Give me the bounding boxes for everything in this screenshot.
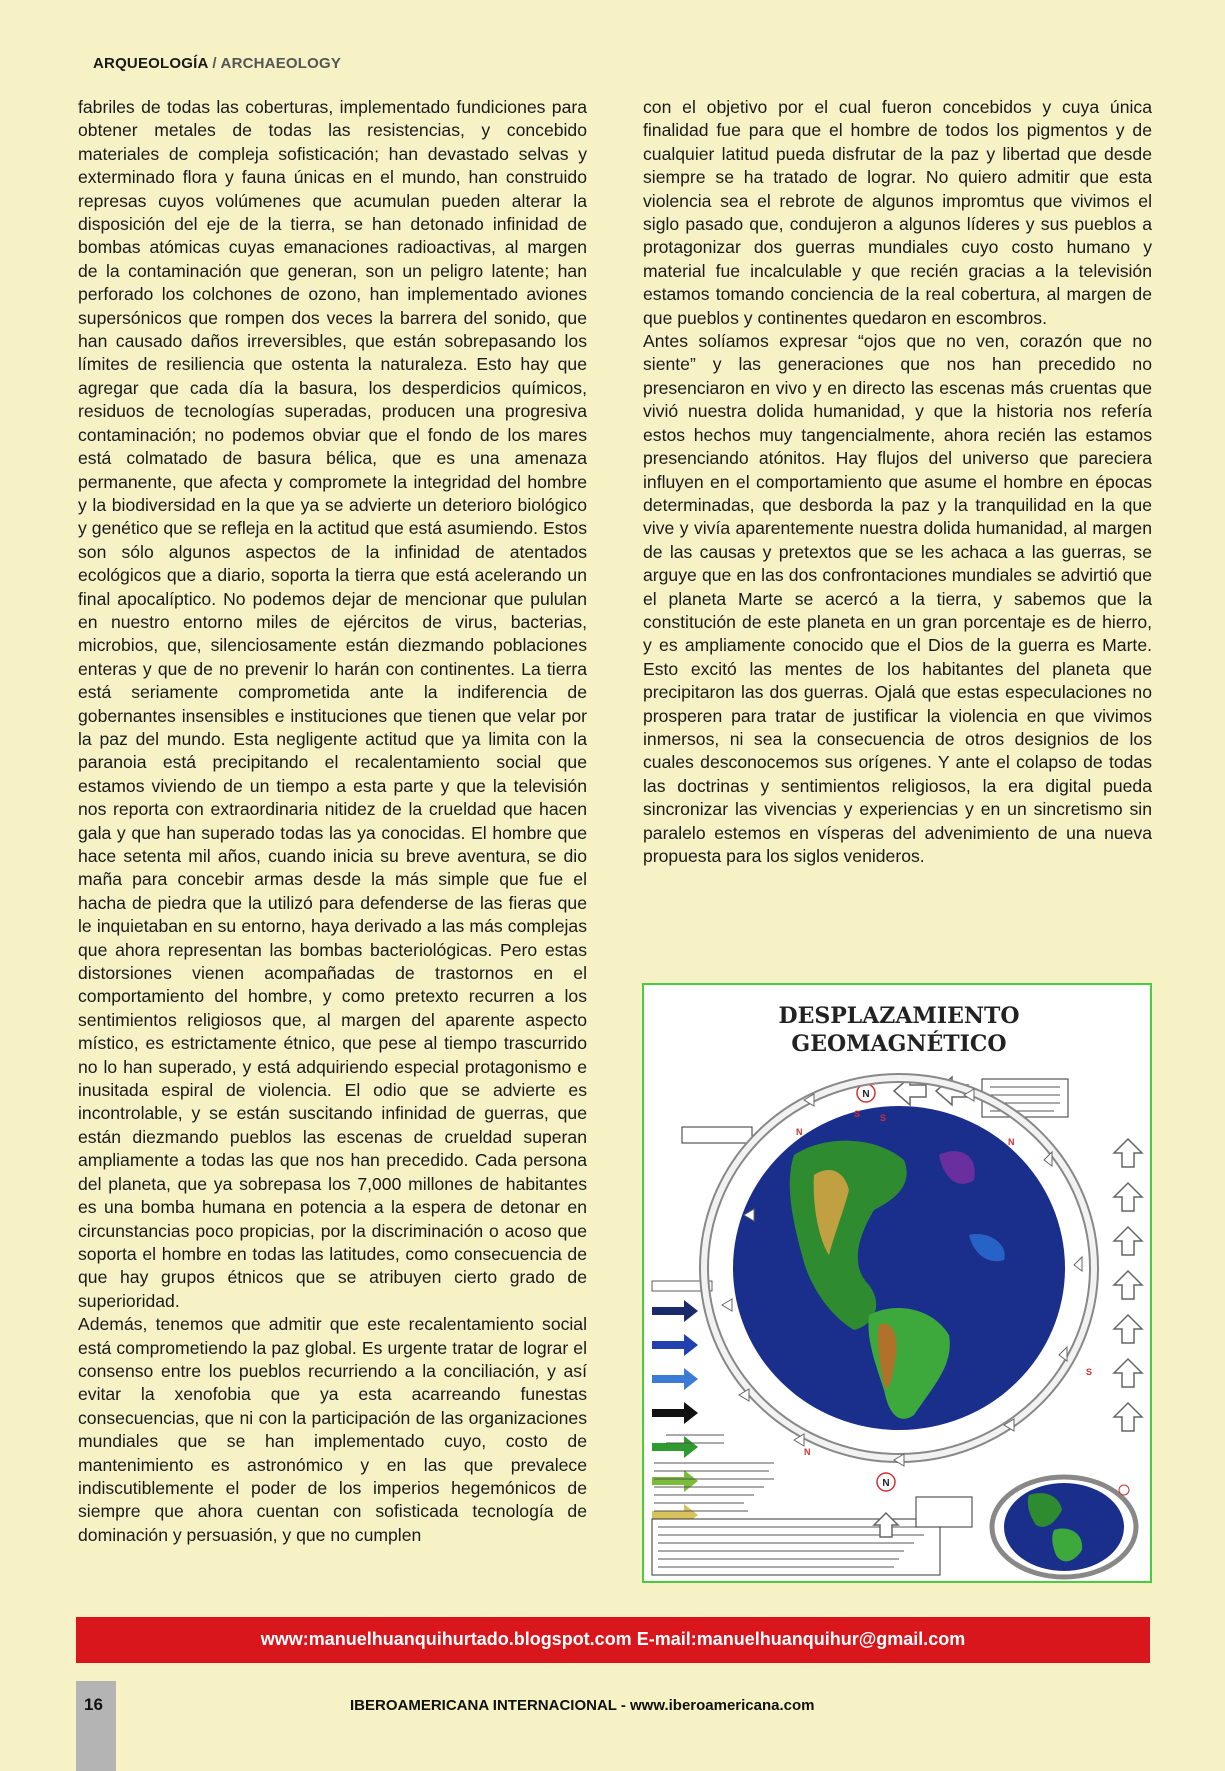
geomagnetic-diagram [644, 985, 1150, 1581]
section-label-separator: / [207, 55, 221, 72]
article-paragraph: fabriles de todas las coberturas, implementado fundiciones para obtener metales de todas las resistencias, y concebido materiales de compleja sofisticación; han devastado selvas y exterminado flora y fauna únicas en el mundo, han construido represas cuyos volúmenes que acumulan pueden alterar la disposición del eje de la tierra, se han detonado infinidad de bombas atómicas cuyas emanaciones radioactivas, al margen de la contaminación que generan, son un peligro latente; han perforado los colchones de ozono, han implementado aviones supersónicos que rompen dos veces la barrera del sonido, que han causado daños irreversibles, que están sobrepasando los límites de resiliencia que ostenta la naturaleza. Esto hay que agregar que cada día la basura, los desperdicios químicos, residuos de tecnologías superadas, producen una progresiva contaminación; no podemos obviar que el fondo de los mares está colmatado de basura bélica, que es una amenaza permanente, que afecta y compromete la integridad del hombre y la biodiversidad en la que ya se advierte un deterioro biológico y genético que se refleja en la actitud que está asumiendo. Estos son sólo algunos aspectos de la infinidad de atentados ecológicos que a diario, soporta la tierra que está acelerando un final apocalíptico. No podemos dejar de mencionar que pululan en nuestro entorno miles de ejércitos de virus, bacterias, microbios, que, silenciosamente están diezmando poblaciones enteras y que de no prevenir lo harán con continentes. La tierra está seriamente comprometida ante la indiferencia de gobernantes insensibles e instituciones que tienen que velar por la paz del mundo. Esta negligente actitud que ya limita con la paranoia está precipitando el recalentamiento social que estamos viviendo de un tiempo a esta parte y que la televisión nos reporta con extraordinaria nitidez de la crueldad que hacen gala y que han superado todas las ya conocidas. El hombre que hace setenta mil años, cuando inicia su breve aventura, se dio maña para concebir armas desde la más simple que fue el hacha de piedra que la utilizó para defenderse de las fieras que le inquietaban en su entorno, haya derivado a las más complejas que ahora representan las bombas bacteriológicas. Pero estas distorsiones vienen acompañadas de trastornos en el comportamiento del hombre, y como pretexto recurren a los sentimientos religiosos que, al margen del aparente aspecto místico, es estrictamente étnico, que pese al tiempo trascurrido no lo han superado, y está adquiriendo especial protagonismo e inusitada espiral de violencia. El odio que se advierte es incontrolable, y se están suscitando infinidad de guerras, que están diezmando pueblos las escenas de crueldad superan ampliamente a todas las que nos han precedido. Cada persona del planeta, que ya sobrepasa los 7,000 millones de habitantes es una bomba humana en potencia a la espera de detonar en circunstancias poco propicias, por la discriminación o acoso que soporta el hombre en todas las latitudes, como consecuencia de que hay grupos étnicos que se atribuyen cierto grado de superioridad. [78, 97, 587, 1311]
article-right-column [643, 96, 1152, 868]
article-paragraph: con el objetivo por el cual fueron concebidos y cuya única finalidad fue para que el hombre de todos los pigmentos y de cualquier latitud pueda disfrutar de la paz y libertad que desde siempre se ha tratado de lograr. No quiero admitir que esta violencia sea el rebrote de algunos impromtus que vivimos el siglo pasado que, condujeron a algunos líderes y sus pueblos a protagonizar dos guerras mundiales cuyo costo humano y material fue incalculable y que recién gracias a la televisión estamos tomando conciencia de la real cobertura, al margen de que pueblos y continentes quedaron en escombros. [643, 97, 1152, 328]
info-box-left [682, 1127, 752, 1143]
info-box-small [916, 1497, 972, 1527]
orbit-label-s: S [880, 1113, 887, 1123]
north-marker-label: N [862, 1089, 870, 1100]
publication-footer: IBEROAMERICANA INTERNACIONAL - www.iberoamericana.com [350, 1697, 815, 1714]
orbit-label-s: S [854, 1109, 861, 1119]
figure-title-line1: DESPLAZAMIENTO [778, 1003, 1020, 1029]
north-marker-bottom-label: N [882, 1478, 890, 1489]
orbit-label-s: S [1086, 1367, 1093, 1377]
page-number-tab [76, 1681, 116, 1771]
contact-banner [76, 1617, 1150, 1663]
section-label-es: ARQUEOLOGÍA [93, 55, 208, 72]
orbit-label-n: N [796, 1127, 803, 1137]
section-label-en: ARCHAEOLOGY [220, 55, 342, 72]
article-paragraph: Antes solíamos expresar “ojos que no ven, corazón que no siente” y las generaciones que nos han precedido no presenciaron en vivo y en directo las escenas más cruentas que vivió nuestra dolida humanidad, y que la historia nos refería estos hechos muy tangencialmente, ahora recién las estamos presenciando atónitos. Hay flujos del universo que pareciera influyen en el comportamiento que asume el hombre en épocas determinadas, que desborda la paz y la tranquilidad en la que vive y vivía aparentemente nuestra dolida humanidad, al margen de las causas y pretextos que se les achaca a las guerras, se arguye que en las dos confrontaciones mundiales se advirtió que el planeta Marte se acercó a la tierra, y sabemos que la constitución de este planeta en un gran porcentaje es de hierro, y es ampliamente conocido que el Dios de la guerra es Marte. Esto excitó las mentes de los habitantes del planeta que precipitaron las dos guerras. Ojalá que estas especulaciones no prosperen para tratar de justificar la violencia en que vivimos inmersos, ni sea la consecuencia de otros designios de los cuales desconocemos sus orígenes. Y ante el colapso de todas las doctrinas y sentimientos religiosos, la era digital pueda sincronizar las vivencias y experiencias y en un sincretismo sin paralelo estemos en vísperas del advenimiento de una nueva propuesta para los siglos venideros. [643, 331, 1152, 866]
article-left-column [78, 96, 587, 1547]
small-earth-marker [1119, 1485, 1129, 1495]
section-label [93, 55, 341, 72]
geomagnetic-figure [642, 983, 1152, 1583]
orbit-label-n: N [1008, 1137, 1015, 1147]
orbit-label-n: N [804, 1447, 811, 1457]
right-arrows [1114, 1139, 1142, 1431]
contact-banner-text: www:manuelhuanquihurtado.blogspot.com E-mail:manuelhuanquihur@gmail.com [260, 1629, 966, 1649]
page-number: 16 [84, 1695, 103, 1714]
article-paragraph: Además, tenemos que admitir que este recalentamiento social está comprometiendo la paz global. Es urgente tratar de lograr el consenso entre los pueblos recurriendo a la conciliación, y así evitar la xenofobia que ya esta acarreando funestas consecuencias, que ni con la participación de las organizaciones mundiales que se han implementado cuyo, costo de mantenimiento es astronómico y en las que prevalece indiscutiblemente el poder de los imperios hegemónicos de siempre que ahora cuentan con sofisticada tecnología de dominación y persuasión, y que no cumplen [78, 1314, 587, 1545]
figure-title-line2: GEOMAGNÉTICO [791, 1031, 1007, 1057]
